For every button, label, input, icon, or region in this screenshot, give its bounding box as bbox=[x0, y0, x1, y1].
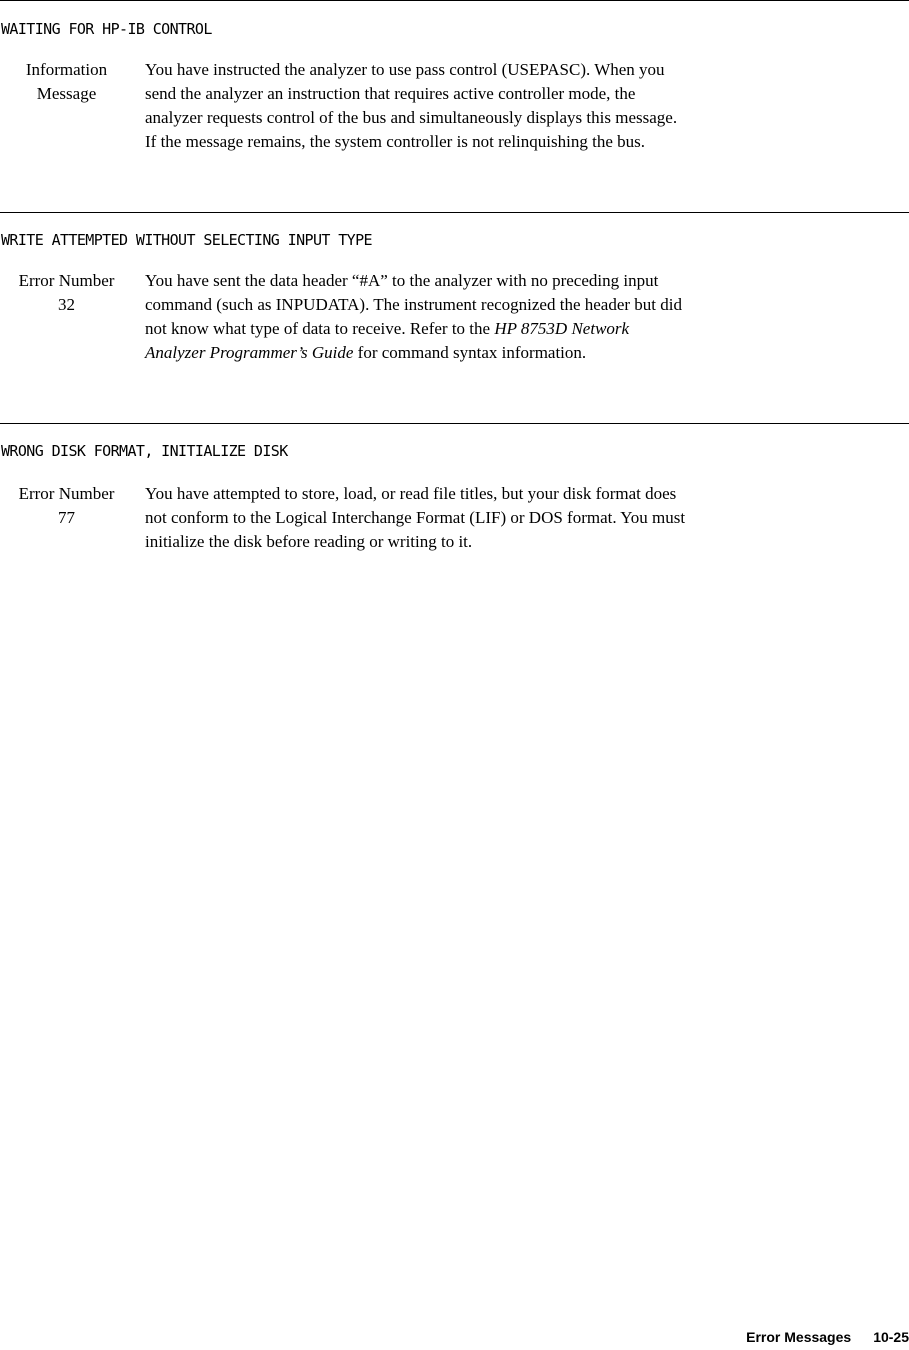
description-line bbox=[145, 317, 890, 341]
page-footer bbox=[746, 1329, 909, 1345]
description-line: not conform to the Logical Interchange Format (LIF) or DOS format. You must bbox=[145, 508, 686, 527]
entry-divider bbox=[0, 0, 909, 1]
label-kind: Error Number bbox=[18, 271, 115, 290]
description-line: initialize the disk before reading or writing to it. bbox=[145, 532, 473, 551]
description-line: send the analyzer an instruction that requires active controller mode, the bbox=[145, 84, 636, 103]
label-kind: Error Number bbox=[18, 484, 115, 503]
entry-label bbox=[0, 58, 133, 106]
guide-reference: HP 8753D Network bbox=[494, 319, 630, 338]
entry-title: WRONG DISK FORMAT, INITIALIZE DISK bbox=[1, 442, 288, 460]
entry-description bbox=[145, 58, 890, 154]
entry-title: WAITING FOR HP-IB CONTROL bbox=[1, 20, 212, 38]
description-line: analyzer requests control of the bus and simultaneously displays this message. bbox=[145, 108, 678, 127]
entry-label bbox=[0, 269, 133, 317]
entry-description bbox=[145, 482, 890, 554]
label-value: Message bbox=[36, 84, 97, 103]
entry-title: WRITE ATTEMPTED WITHOUT SELECTING INPUT TYPE bbox=[1, 231, 372, 249]
description-line: You have sent the data header “#A” to the analyzer with no preceding input bbox=[145, 271, 659, 290]
description-text: for command syntax information. bbox=[353, 343, 587, 362]
description-line: command (such as INPUDATA). The instrument recognized the header but did bbox=[145, 295, 682, 314]
page-number: 10-25 bbox=[873, 1329, 909, 1345]
footer-section: Error Messages bbox=[746, 1329, 852, 1345]
description-text: not know what type of data to receive. Refer to the bbox=[145, 319, 491, 338]
label-value: 32 bbox=[58, 295, 75, 314]
description-line bbox=[145, 341, 890, 365]
entry-divider bbox=[0, 212, 909, 213]
description-line: You have attempted to store, load, or read file titles, but your disk format does bbox=[145, 484, 677, 503]
label-value: 77 bbox=[58, 508, 75, 527]
description-line: If the message remains, the system controller is not relinquishing the bus. bbox=[145, 132, 645, 151]
description-line: You have instructed the analyzer to use pass control (USEPASC). When you bbox=[145, 60, 665, 79]
entry-description bbox=[145, 269, 890, 365]
guide-reference: Analyzer Programmer’s Guide bbox=[145, 343, 354, 362]
entry-label bbox=[0, 482, 133, 530]
entry-divider bbox=[0, 423, 909, 424]
label-kind: Information bbox=[25, 60, 108, 79]
